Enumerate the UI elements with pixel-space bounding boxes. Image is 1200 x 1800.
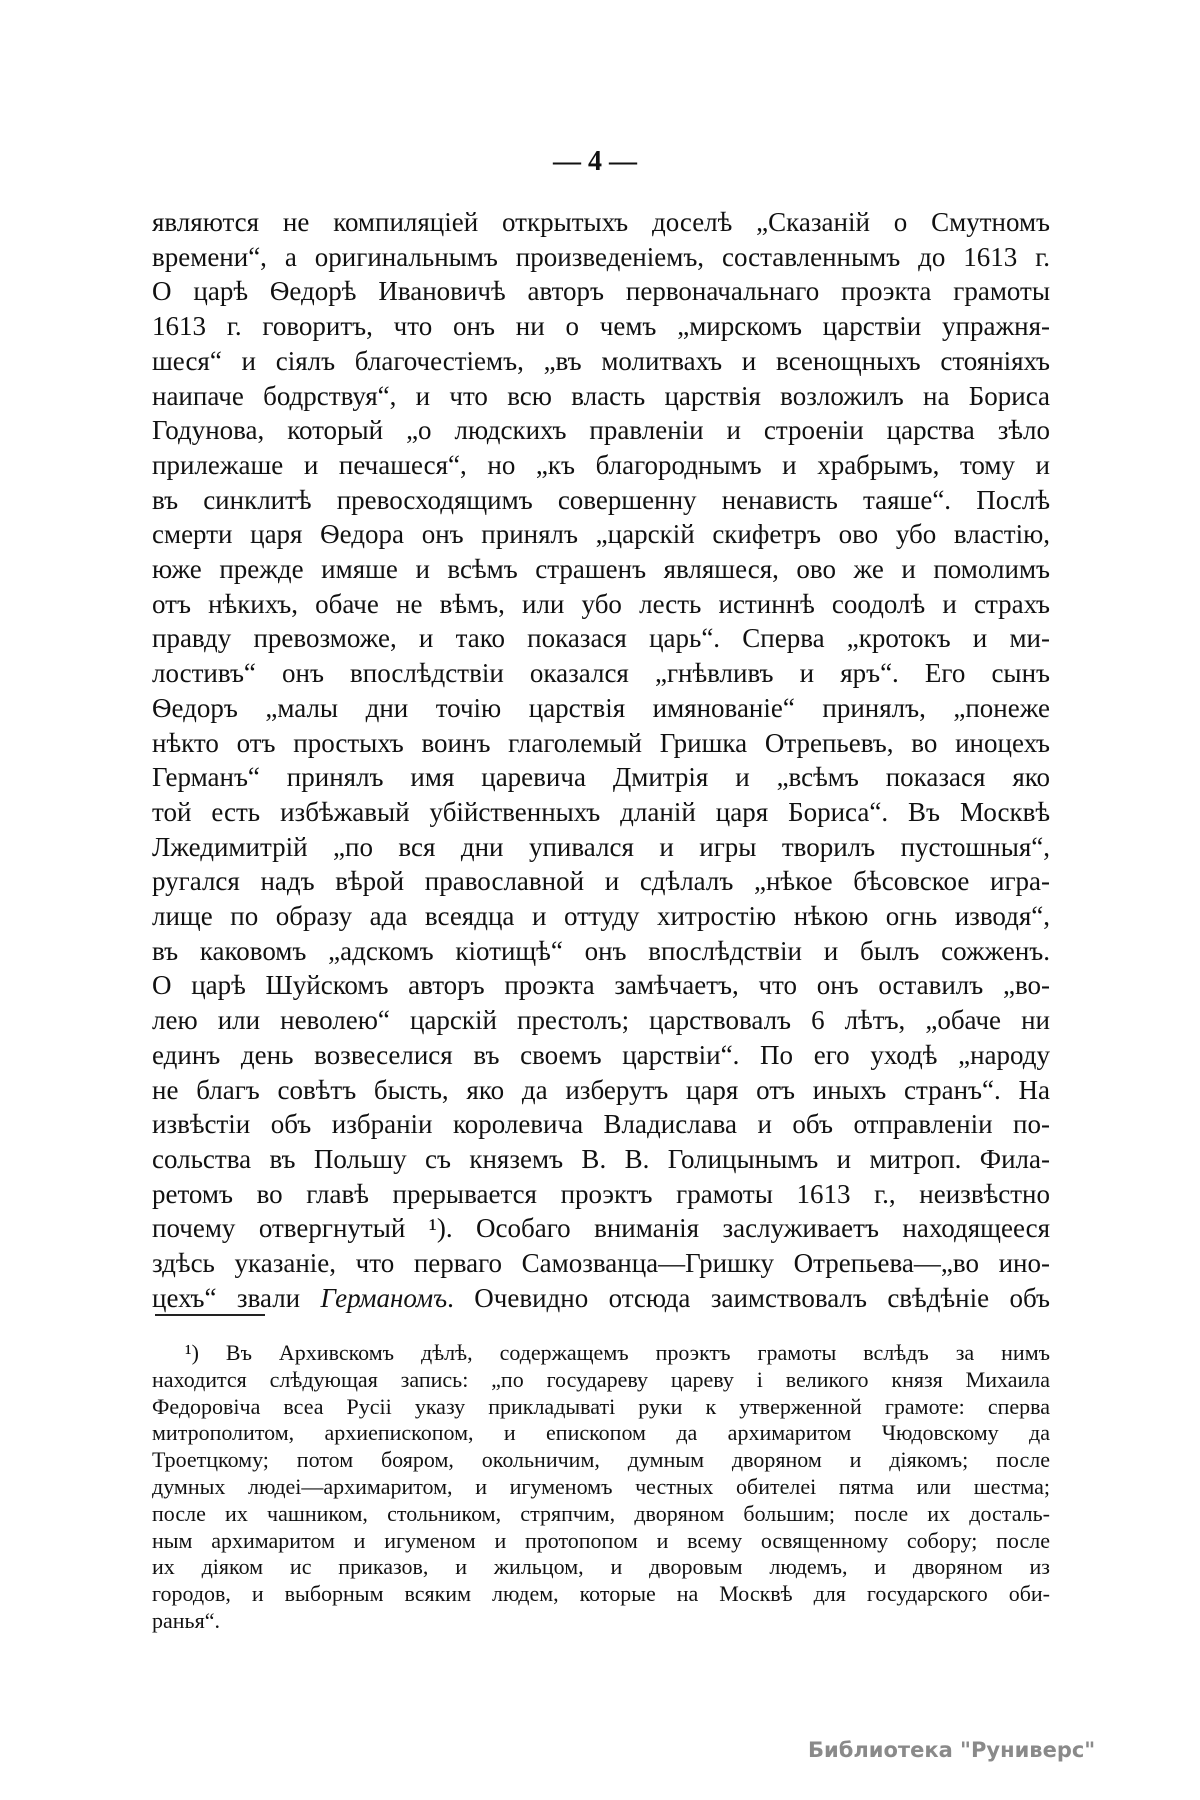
footnote <box>152 1340 1050 1635</box>
text-line: почему отвергнутый ¹). Особаго вниманія заслуживаетъ находящееся <box>152 1213 1050 1244</box>
text-line: О царѣ Шуйскомъ авторъ проэкта замѣчаетъ, что онъ оставилъ „во- <box>152 970 1050 1001</box>
text-line: ругался надъ вѣрой православной и сдѣлалъ „нѣкое бѣсовское игра- <box>152 866 1050 897</box>
footnote-line: после их чашником, стольником, стряпчим, дворяном большим; после их досталь- <box>152 1500 1050 1526</box>
text-line: въ синклитѣ превосходящимъ совершенну ненависть таяше“. Послѣ <box>152 484 1050 515</box>
text-line: прилежаше и печашеся“, но „къ благороднымъ и храбрымъ, тому и <box>152 449 1050 480</box>
footnote-line: ранья“. <box>152 1607 220 1633</box>
text-line: извѣстіи объ избраніи королевича Владислава и объ отправленіи по- <box>152 1109 1050 1140</box>
text-line: времени“, а оригинальнымъ произведеніемъ, составленнымъ до 1613 г. <box>152 241 1050 272</box>
text-line: единъ день возвеселися въ своемъ царствіи“. По его уходѣ „народу <box>152 1039 1050 1070</box>
main-text <box>152 205 1050 1316</box>
text-line: ретомъ во главѣ прерывается проэктъ грамоты 1613 г., неизвѣстно <box>152 1178 1050 1209</box>
text-segment: цехъ“ звали <box>152 1282 321 1313</box>
text-line: лею или неволею“ царскій престолъ; царствовалъ 6 лѣтъ, „обаче ни <box>152 1005 1050 1036</box>
text-line: въ каковомъ „адскомъ кіотищѣ“ онъ впослѣдствіи и былъ сожженъ. <box>152 935 1050 966</box>
footnote-line: митрополитом, архиепископом, и епископом да архимаритом Чюдовскому да <box>152 1420 1050 1446</box>
footnote-line: думных людеі—архимаритом, и игуменомъ честных обителеі пятма или шестма; <box>152 1473 1050 1499</box>
text-line: отъ нѣкихъ, обаче не вѣмъ, или убо лесть истиннѣ соодолѣ и страхъ <box>152 588 1050 619</box>
text-line: здѣсь указаніе, что перваго Самозванца—Гришку Отрепьева—„во ино- <box>152 1248 1050 1279</box>
footnote-separator <box>155 1314 265 1316</box>
text-line: нѣкто отъ простыхъ воинъ глаголемый Гришка Отрепьевъ, во иноцехъ <box>152 727 1050 758</box>
footnote-line: Федоровіча всеа Русіі указу прикладываті руки к утверженной грамоте: сперва <box>152 1393 1050 1419</box>
text-line: Годунова, который „о людскихъ правленіи и строеніи царства зѣло <box>152 415 1050 446</box>
page-number: — 4 — <box>553 146 637 177</box>
footnote-line: городов, и выборным всяким людем, которые на Москвѣ для государского оби- <box>152 1581 1050 1607</box>
text-line: Ѳедоръ „малы дни точію царствія имянованіе“ принялъ, „понеже <box>152 692 1050 723</box>
text-line: правду превозможе, и тако показася царь“. Сперва „кротокъ и ми- <box>152 623 1050 654</box>
footnote-line: находится слѣдующая запись: „по государеву цареву і великого князя Михаила <box>152 1366 1050 1392</box>
text-line: наипаче бодрствуя“, и что всю власть царствія возложилъ на Бориса <box>152 380 1050 411</box>
footnote-line: ¹) Въ Архивскомъ дѣлѣ, содержащемъ проэктъ грамоты вслѣдъ за нимъ <box>185 1340 1050 1365</box>
italic-name: Германомъ <box>320 1282 448 1313</box>
text-line: 1613 г. говоритъ, что онъ ни о чемъ „мирскомъ царствіи упражня- <box>152 311 1050 342</box>
text-line: юже прежде имяше и всѣмъ страшенъ являшеся, ово же и помолимъ <box>152 554 1050 585</box>
text-line: Германъ“ принялъ имя царевича Дмитрія и „всѣмъ показася яко <box>152 762 1050 793</box>
text-line: сольства въ Польшу съ княземъ В. В. Голицынымъ и митроп. Фила- <box>152 1143 1050 1174</box>
text-line: лостивъ“ онъ впослѣдствіи оказался „гнѣвливъ и яръ“. Его сынъ <box>152 658 1050 689</box>
text-line: той есть избѣжавый убійственныхъ дланій царя Бориса“. Въ Москвѣ <box>152 796 1050 827</box>
text-line: О царѣ Ѳедорѣ Ивановичѣ авторъ первоначальнаго проэкта грамоты <box>152 276 1050 307</box>
text-segment: . Очевидно отсюда заимствовалъ свѣдѣніе объ <box>447 1282 1050 1313</box>
text-line: Лжедимитрій „по вся дни упивался и игры творилъ пустошныя“, <box>152 831 1050 862</box>
footnote-line: их діяком ис приказов, и жильцом, и дворовым людемъ, и дворяном из <box>152 1554 1050 1580</box>
text-line: лище по образу ада всеядца и оттуду хитростію нѣкою огнь изводя“, <box>152 901 1050 932</box>
footnote-line: Троетцкому; потом бояром, окольничим, думным дворяном и діякомъ; после <box>152 1447 1050 1473</box>
library-watermark: Библиотека "Руниверс" <box>808 1738 1096 1762</box>
footnote-line: ным архимаритом и игуменом и протопопом и всему освященному собору; после <box>152 1527 1050 1553</box>
text-line <box>152 1281 1050 1316</box>
text-line: смерти царя Ѳедора онъ принялъ „царскій скифетръ ово убо властію, <box>152 519 1050 550</box>
text-line: не благъ совѣтъ бысть, яко да изберутъ царя отъ иныхъ странъ“. На <box>152 1074 1050 1105</box>
text-line: являются не компиляціей открытыхъ доселѣ „Сказаній о Смутномъ <box>152 207 1050 237</box>
text-line: шеся“ и сіялъ благочестіемъ, „въ молитвахъ и всенощныхъ стояніяхъ <box>152 345 1050 376</box>
